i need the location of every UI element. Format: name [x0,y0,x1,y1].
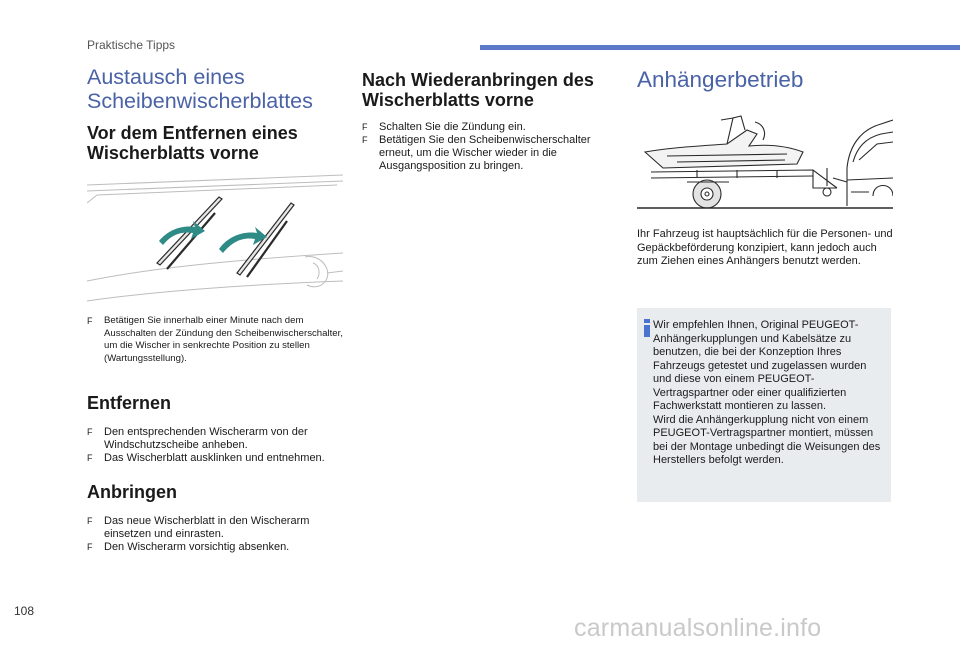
info-icon [644,319,650,337]
bullet-mark: F [362,135,368,145]
attach-block [87,482,345,554]
bullet-mark: F [87,542,93,552]
towing-title: Anhängerbetrieb [637,67,804,92]
wiper-title: Austausch eines Scheibenwischerblattes [87,65,313,113]
bullet-mark: F [362,122,368,132]
column-towing [637,65,893,92]
bullet-item: F Schalten Sie die Zündung ein. [362,121,526,133]
towing-body-block [637,228,893,269]
bullet-mark: F [87,516,93,526]
bullet-item: F Betätigen Sie innerhalb einer Minute nach dem Ausschalten der Zündung den Scheibenwischerschalter, um die Wischer in senkrechte Position zu stellen (Wartungsstellung). [87,315,343,364]
watermark: carmanualsonline.info [574,614,822,642]
bullet-item: F Betätigen Sie den Scheibenwischerschalter erneut, um die Wischer wieder in die Ausgangsposition zu bringen. [362,134,591,172]
bullet-mark: F [87,316,93,326]
bullet-item: F Den Wischerarm vorsichtig absenken. [87,541,290,553]
remove-heading: Entfernen [87,393,172,413]
section-label: Praktische Tipps [87,38,176,52]
before-removal-block [87,315,345,365]
wiper-illustration [87,173,343,308]
bullet-item: F Das Wischerblatt ausklinken und entnehmen. [87,452,325,464]
info-box [637,308,891,502]
info-text: Wir empfehlen Ihnen, Original PEUGEOT-Anhängerkupplungen und Kabelsätze zu benutzen, die bei der Konzeption Ihres Fahrzeugs getestet und zugelassen wurden und diese von einem PEUGEOT-Vertragspartner oder einer qualifizierten Fachwerkstatt montieren zu lassen. Wird die Anhängerkupplung nicht von einem PEUGEOT-Vertragspartner montiert, müssen bei der Montage unbedingt die Weisungen des Herstellers befolgt werden. [653,319,881,466]
towing-body: Ihr Fahrzeug ist hauptsächlich für die Personen- und Gepäckbeförderung konzipiert, kann jedoch auch zum Ziehen eines Anhängers benutzt werden. [637,228,893,267]
trailer-illustration [637,108,893,214]
bullet-item: F Das neue Wischerblatt in den Wischerarm einsetzen und einrasten. [87,515,310,540]
column-reinstall [362,70,612,173]
column-wiper [87,65,345,163]
bullet-mark: F [87,453,93,463]
remove-block [87,393,345,465]
page-number: 108 [14,604,35,618]
reinstall-heading: Nach Wiederanbringen des Wischerblatts vorne [362,70,594,110]
bullet-item: F Den entsprechenden Wischerarm von der Windschutzscheibe anheben. [87,426,308,451]
attach-heading: Anbringen [87,482,177,502]
header-bar [480,45,960,50]
before-removal-heading: Vor dem Entfernen eines Wischerblatts vorne [87,123,298,163]
bullet-mark: F [87,427,93,437]
